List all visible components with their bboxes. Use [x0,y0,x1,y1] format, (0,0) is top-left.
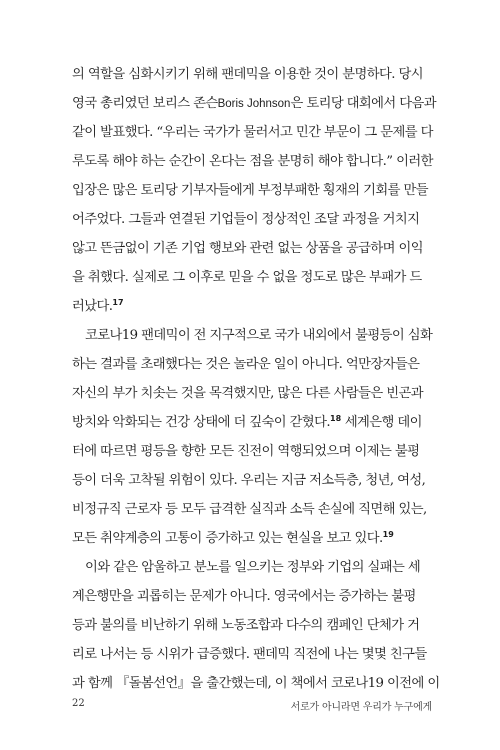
footnote-ref: 18 [330,414,342,423]
latin-name: Boris Johnson [217,98,291,110]
text-line: 을 취했다. 실제로 그 이후로 믿을 수 없을 정도로 많은 부패가 드 [72,270,422,285]
text-line: 영국 총리였던 보리스 존슨Boris Johnson은 토리당 대회에서 다음과 [72,96,437,111]
text-line: 입장은 많은 토리당 기부자들에게 부정부패한 횡재의 기회를 만들 [72,183,428,198]
footnote-ref: 17 [112,298,124,307]
text-line: 루도록 해야 하는 순간이 온다는 점을 분명히 해야 합니다.” 이러한 [72,154,433,169]
text-line: 하는 결과를 초래했다는 것은 놀라운 일이 아니다. 억만장자들은 [72,357,420,372]
text-line: 리로 나서는 등 시위가 급증했다. 팬데믹 직전에 나는 몇몇 친구들 [72,647,427,662]
page-body [72,60,440,698]
text-line: 터에 따르면 평등을 향한 모든 진전이 역행되었으며 이제는 불평 [72,444,420,459]
paragraph-1 [72,60,437,321]
text-line: 어주었다. 그들과 연결된 기업들이 정상적인 조달 과정을 거치지 [72,212,420,227]
text-line: 과 함께 『돌봄선언』을 출간했는데, 이 책에서 코로나19 이전에 이 [72,676,440,691]
text-line: 이와 같은 암울하고 분노를 일으키는 정부와 기업의 실패는 세 [85,560,421,575]
text-line: 의 역할을 심화시키기 위해 팬데믹을 이용한 것이 분명하다. 당시 [72,67,424,82]
running-title: 서로가 아니라면 우리가 누구에게 [290,702,432,713]
text-line: 자신의 부가 치솟는 것을 목격했지만, 많은 다른 사람들은 빈곤과 [72,386,424,401]
text-line: 않고 뜬금없이 기존 기업 행보와 관련 없는 상품을 공급하며 이익 [72,241,424,256]
paragraph-3 [72,553,440,698]
text-line: 방치와 악화되는 건강 상태에 더 깊숙이 갇혔다.$^{18}$ 세계은행 데이 [72,414,422,430]
text-line: 등과 불의를 비난하기 위해 노동조합과 다수의 캠페인 단체가 거 [72,618,420,633]
paragraph-2 [72,321,432,553]
text-line: 코로나19 팬데믹이 전 지구적으로 국가 내외에서 불평등이 심화 [85,328,433,343]
page-number: 22 [72,698,85,709]
footnote-ref: 19 [382,530,394,539]
page-footer [72,698,432,714]
text-line: 등이 더욱 고착될 위험이 있다. 우리는 지금 저소득층, 청년, 여성, [72,473,426,488]
text-line: 러났다.$^{17}$ [72,298,124,314]
text-line: 모든 취약계층의 고통이 증가하고 있는 현실을 보고 있다.$^{19}$ [72,530,394,546]
text-line: 같이 발표했다. “우리는 국가가 물러서고 민간 부문이 그 문제를 다 [72,125,433,140]
text-line: 비정규직 근로자 등 모두 급격한 실직과 소득 손실에 직면해 있는, [72,502,427,517]
text-line: 계은행만을 괴롭히는 문제가 아니다. 영국에서는 증가하는 불평 [72,589,416,604]
